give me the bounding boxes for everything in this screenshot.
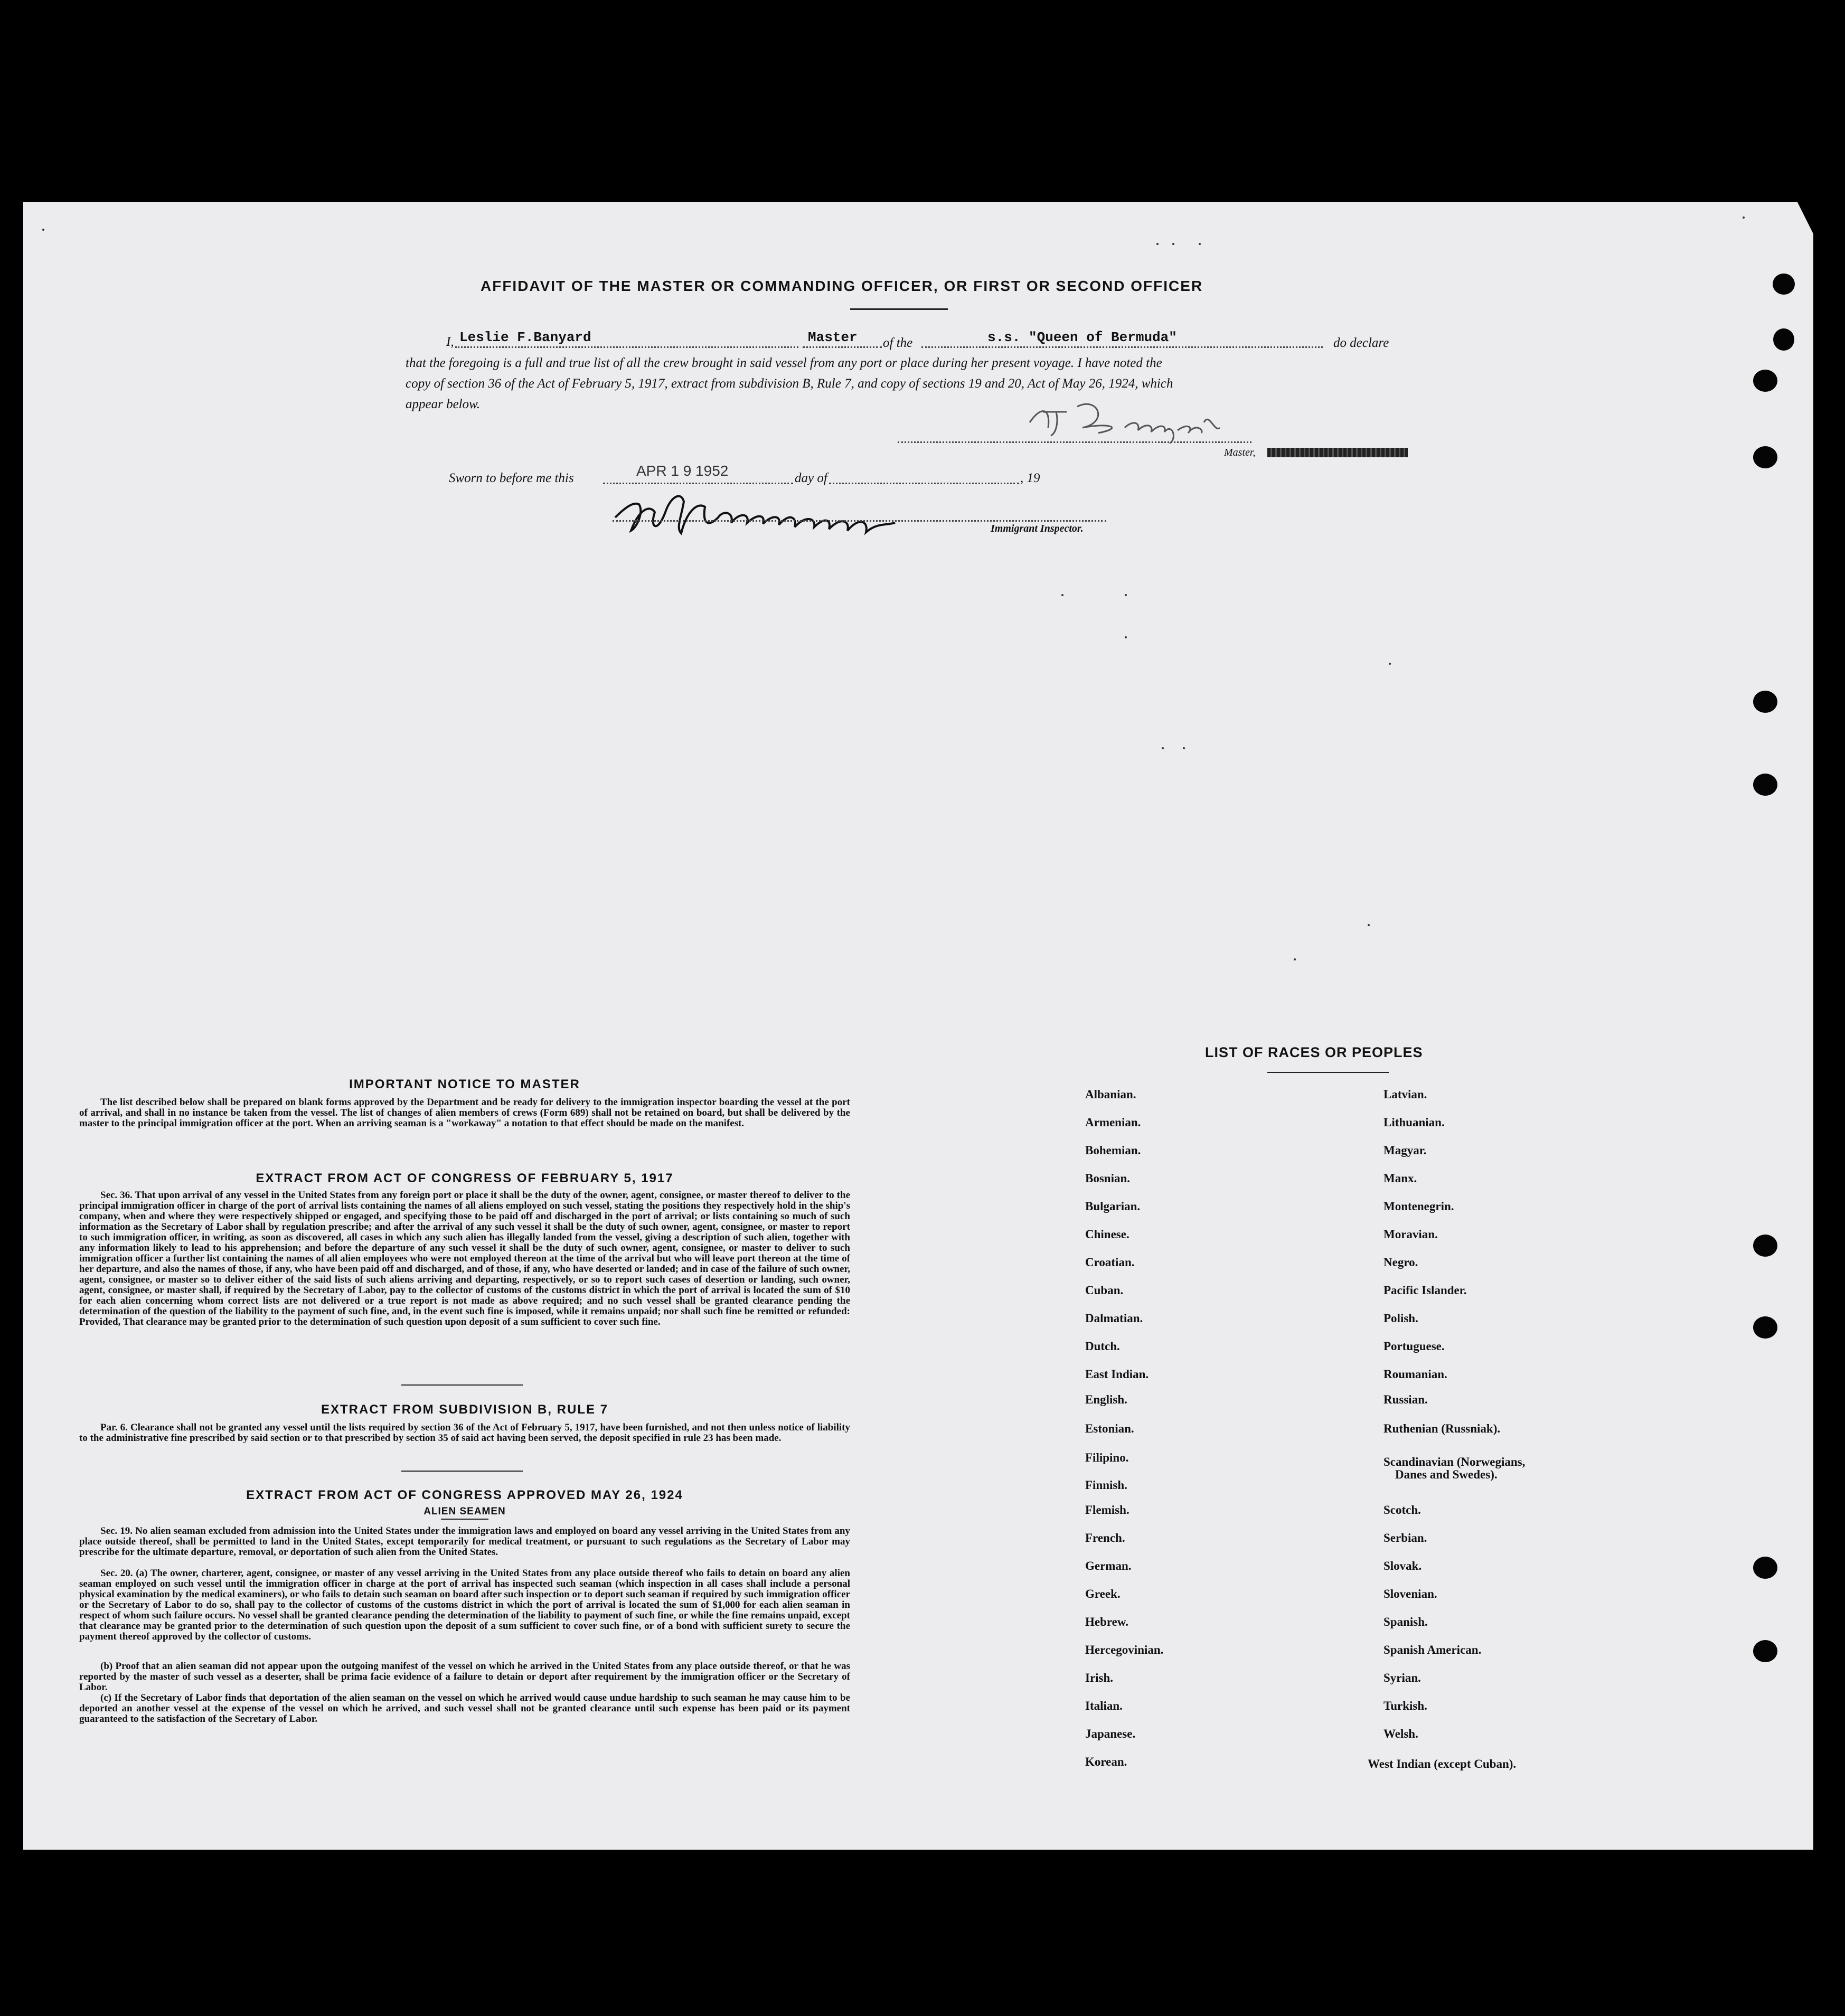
race-right: Latvian. xyxy=(1383,1088,1427,1101)
race-right: Roumanian. xyxy=(1383,1368,1447,1381)
race-left: Japanese. xyxy=(1085,1727,1136,1740)
races-title: LIST OF RACES OR PEOPLES xyxy=(1205,1044,1423,1060)
punch-hole xyxy=(1753,1640,1777,1662)
sec19-text: Sec. 19. No alien seaman excluded from admission into the United States under the immigration laws and employed on board any vessel arriving in the United States from any place outside thereof, shall be permitted to land in the United States, except temporarily for medical treatment, or pursuant to such regulations as the Secretary of Labor may prescribe for the ultimate departure, removal, or deportation of such alien from the United States. xyxy=(79,1525,850,1558)
of-the-label: of the xyxy=(883,336,913,350)
punch-hole xyxy=(1753,1316,1777,1339)
race-left: East Indian. xyxy=(1085,1368,1149,1381)
extract-1917-title: EXTRACT FROM ACT OF CONGRESS OF FEBRUARY 5, 1917 xyxy=(256,1171,674,1185)
punch-hole xyxy=(1753,1557,1777,1579)
notice-title: IMPORTANT NOTICE TO MASTER xyxy=(349,1077,580,1091)
race-right: Lithuanian. xyxy=(1383,1116,1445,1129)
race-left: Chinese. xyxy=(1085,1228,1129,1241)
race-left: Italian. xyxy=(1085,1699,1123,1712)
do-declare-label: do declare xyxy=(1333,336,1389,350)
scan-speck xyxy=(1125,594,1127,596)
race-left: Flemish. xyxy=(1085,1503,1129,1516)
race-left: Filipino. xyxy=(1085,1451,1129,1464)
race-right: Danes and Swedes). xyxy=(1395,1468,1498,1481)
race-right: Russian. xyxy=(1383,1393,1428,1406)
notice-text: The list described below shall be prepared on blank forms approved by the Department and be ready for delivery to the immigration inspector boarding the vessel at the port of arrival, and shall in no instance be taken from the vessel. The list of changes of alien members of crews (Form 689) shall not be retained on board, but shall be delivered by the master to the principal immigration officer at the port. When an arriving seaman is a "workaway" a notation to that effect should be made on the manifest. xyxy=(79,1097,850,1129)
punch-hole xyxy=(1753,446,1777,468)
name-line xyxy=(455,346,798,348)
race-left: English. xyxy=(1085,1393,1127,1406)
race-left: Estonian. xyxy=(1085,1422,1134,1435)
struck-out-text xyxy=(1267,448,1408,457)
sworn-label: Sworn to before me this xyxy=(449,471,574,485)
extract-1924-title: EXTRACT FROM ACT OF CONGRESS APPROVED MAY 26, 1924 xyxy=(246,1488,683,1502)
title-divider xyxy=(850,308,948,310)
races-title-divider xyxy=(1267,1072,1389,1073)
alien-seamen-subtitle: ALIEN SEAMEN xyxy=(423,1506,506,1517)
master-name: Leslie F.Banyard xyxy=(459,329,591,345)
scan-speck xyxy=(42,229,44,231)
scan-speck xyxy=(1061,594,1063,596)
race-left: French. xyxy=(1085,1531,1125,1544)
master-label: Master, xyxy=(1224,447,1256,458)
race-left: Albanian. xyxy=(1085,1088,1136,1101)
divider-1 xyxy=(401,1384,523,1386)
vessel-line xyxy=(921,346,1323,348)
race-right: Polish. xyxy=(1383,1312,1418,1325)
scan-speck xyxy=(1199,243,1201,245)
inspector-signature xyxy=(607,481,903,544)
inspector-label: Immigrant Inspector. xyxy=(991,523,1084,534)
affidavit-i: I, xyxy=(446,335,454,349)
rank: Master xyxy=(808,329,858,345)
race-left: Bosnian. xyxy=(1085,1172,1131,1185)
race-right: Negro. xyxy=(1383,1256,1418,1269)
subtitle-divider xyxy=(441,1519,488,1520)
vessel-name: s.s. "Queen of Bermuda" xyxy=(987,329,1177,345)
race-left: German. xyxy=(1085,1559,1132,1572)
race-left: Croatian. xyxy=(1085,1256,1135,1269)
race-right: Slovak. xyxy=(1383,1559,1422,1572)
punch-hole xyxy=(1753,774,1777,796)
divider-2 xyxy=(401,1471,523,1472)
race-left: Hercegovinian. xyxy=(1085,1643,1164,1656)
sec20a-text: Sec. 20. (a) The owner, charterer, agent, consignee, or master of any vessel arriving in the United States from any place outside thereof who fails to detain on board any alien seaman employed on such vessel until the immigration officer in charge at the port of arrival has inspected such seaman (which inspection in all cases shall include a personal physical examination by the medical examiners), or who fails to detain such seaman on board after such inspection or to deport such seaman if required by such immigration officer or the Secretary of Labor to do so, shall pay to the collector of customs of the customs district in which the port of arrival is located the sum of $1,000 for each alien seaman in respect of whom such failure occurs. No vessel shall be granted clearance pending the determination of the liability to payment of such fine, or while the fine remains unpaid, except that clearance may be granted prior to the determination of such question upon the deposit of a sum sufficient to cover such fine, or of a bond with sufficient surety to secure the payment thereof approved by the collector of customs. xyxy=(79,1568,850,1642)
affidavit-line-4: appear below. xyxy=(406,397,481,411)
scan-speck xyxy=(1294,958,1296,960)
race-left: Finnish. xyxy=(1085,1478,1127,1492)
race-right: Montenegrin. xyxy=(1383,1200,1454,1213)
affidavit-title: AFFIDAVIT OF THE MASTER OR COMMANDING OFFICER, OR FIRST OR SECOND OFFICER xyxy=(481,278,1203,294)
race-left: Hebrew. xyxy=(1085,1615,1128,1628)
inspector-signature-line xyxy=(613,520,1106,522)
scan-speck xyxy=(1183,747,1185,749)
race-left: Bohemian. xyxy=(1085,1144,1141,1157)
year-label: , 19 xyxy=(1020,471,1040,485)
date-stamp: APR 1 9 1952 xyxy=(636,463,729,479)
race-right: Slovenian. xyxy=(1383,1587,1437,1600)
race-left: Korean. xyxy=(1085,1755,1127,1768)
day-of-label: day of xyxy=(795,471,827,485)
punch-hole xyxy=(1753,370,1777,392)
sec20b-text: (b) Proof that an alien seaman did not appear upon the outgoing manifest of the vessel on which he arrived in the United States from any place outside thereof, or that he was reported by the master of such vessel as a deserter, shall be prima facie evidence of a failure to detain or deport after requirement by the immigration officer or the Secretary of Labor. xyxy=(79,1661,850,1693)
race-right: Portuguese. xyxy=(1383,1340,1445,1353)
sec20c-text: (c) If the Secretary of Labor finds that deportation of the alien seaman on the vessel on which he arrived would cause undue hardship to such seaman he may cause him to be deported an another vessel at the expense of the vessel on which he arrived, and such vessel shall not be granted clearance until such expense has been paid or its payment guaranteed to the satisfaction of the Secretary of Labor. xyxy=(79,1692,850,1725)
race-right: Magyar. xyxy=(1383,1144,1427,1157)
race-left: Cuban. xyxy=(1085,1284,1124,1297)
race-right: Welsh. xyxy=(1383,1727,1418,1740)
scan-speck xyxy=(1172,243,1174,245)
punch-hole xyxy=(1753,1235,1777,1257)
race-right: Ruthenian (Russniak). xyxy=(1383,1422,1501,1435)
race-right: Spanish. xyxy=(1383,1615,1428,1628)
scan-speck xyxy=(1156,243,1159,245)
punch-hole xyxy=(1753,691,1777,713)
master-signature xyxy=(1019,391,1262,444)
race-left: Dutch. xyxy=(1085,1340,1120,1353)
race-left: Dalmatian. xyxy=(1085,1312,1143,1325)
rank-line xyxy=(803,346,882,348)
punch-hole xyxy=(1773,274,1795,295)
race-left: Irish. xyxy=(1085,1671,1114,1684)
race-right: Manx. xyxy=(1383,1172,1417,1185)
scan-speck xyxy=(1162,747,1164,749)
race-right: Syrian. xyxy=(1383,1671,1421,1684)
scan-speck xyxy=(1389,663,1391,665)
rule7-title: EXTRACT FROM SUBDIVISION B, RULE 7 xyxy=(321,1402,609,1417)
race-right: Scotch. xyxy=(1383,1503,1421,1516)
affidavit-line-2: that the foregoing is a full and true list of all the crew brought in said vessel from any port or place during her present voyage. I have noted the xyxy=(406,356,1162,370)
race-left: Bulgarian. xyxy=(1085,1200,1141,1213)
race-right: Pacific Islander. xyxy=(1383,1284,1467,1297)
race-left: Armenian. xyxy=(1085,1116,1141,1129)
race-right: Moravian. xyxy=(1383,1228,1438,1241)
race-right: Spanish American. xyxy=(1383,1643,1482,1656)
affidavit-line-3: copy of section 36 of the Act of February 5, 1917, extract from subdivision B, Rule 7, and copy of sections 19 and 20, Act of May 26, 1924, which xyxy=(406,376,1173,391)
scan-speck xyxy=(1125,636,1127,638)
race-right: Turkish. xyxy=(1383,1699,1427,1712)
rule7-text: Par. 6. Clearance shall not be granted any vessel until the lists required by section 36 of the Act of February 5, 1917, have been furnished, and not then unless notice of liability to the administrative fine prescribed by said section or to that prescribed by section 35 of said act having been served, the deposit specified in rule 23 has been made. xyxy=(79,1422,850,1444)
race-right: Serbian. xyxy=(1383,1531,1427,1544)
extract-1917-text: Sec. 36. That upon arrival of any vessel in the United States from any foreign port or place it shall be the duty of the owner, agent, consignee, or master thereof to deliver to the principal immigration officer in charge of the port of arrival lists containing the names of all aliens employed on such vessel, stating the positions they respectively hold in the ship's company, when and where they were respectively shipped or engaged, and specifying those to be paid off and discharged in the port of arrival; or lists containing so much of such information as the Secretary of Labor shall by regulation prescribe; and after the arrival of any such vessel it shall be the duty of such owner, agent, consignee, or master to report to such immigration officer, in writing, as soon as discovered, all cases in which any such alien has illegally landed from the vessel, giving a description of such alien, together with any information likely to lead to his apprehension; and before the departure of any such vessel it shall be the duty of such owner, agent, consignee, or master to deliver to such immigration officer a further list containing the names of all alien employees who were not employed thereon at the time of the arrival but who will leave port thereon at the time of her departure, and also the names of those, if any, who have been paid off and discharged, and of those, if any, who have deserted or landed; and in case of the failure of such owner, agent, consignee, or master so to deliver either of the said lists of such aliens arriving and departing, respectively, or so to report such cases of desertion or landing, such owner, agent, consignee, or master shall, if required by the Secretary of Labor, pay to the collector of customs of the customs district in which the port of arrival is located the sum of $10 for each alien concerning whom correct lists are not delivered or a true report is not made as above required; and no such vessel shall be granted clearance pending the determination of the question of the liability to the payment of such fine, and, in the event such fine is imposed, while it remains unpaid; nor shall such fine be remitted or refunded: Provided, That clearance may be granted prior to the determination of such question upon deposit of a sum sufficient to cover such fine. xyxy=(79,1190,850,1327)
punch-hole xyxy=(1773,328,1794,351)
race-right: West Indian (except Cuban). xyxy=(1368,1757,1517,1770)
scan-speck xyxy=(1368,924,1370,926)
race-right: Scandinavian (Norwegians, xyxy=(1383,1455,1526,1468)
master-signature-line xyxy=(898,441,1251,443)
scan-speck xyxy=(1743,216,1745,219)
race-left: Greek. xyxy=(1085,1587,1121,1600)
